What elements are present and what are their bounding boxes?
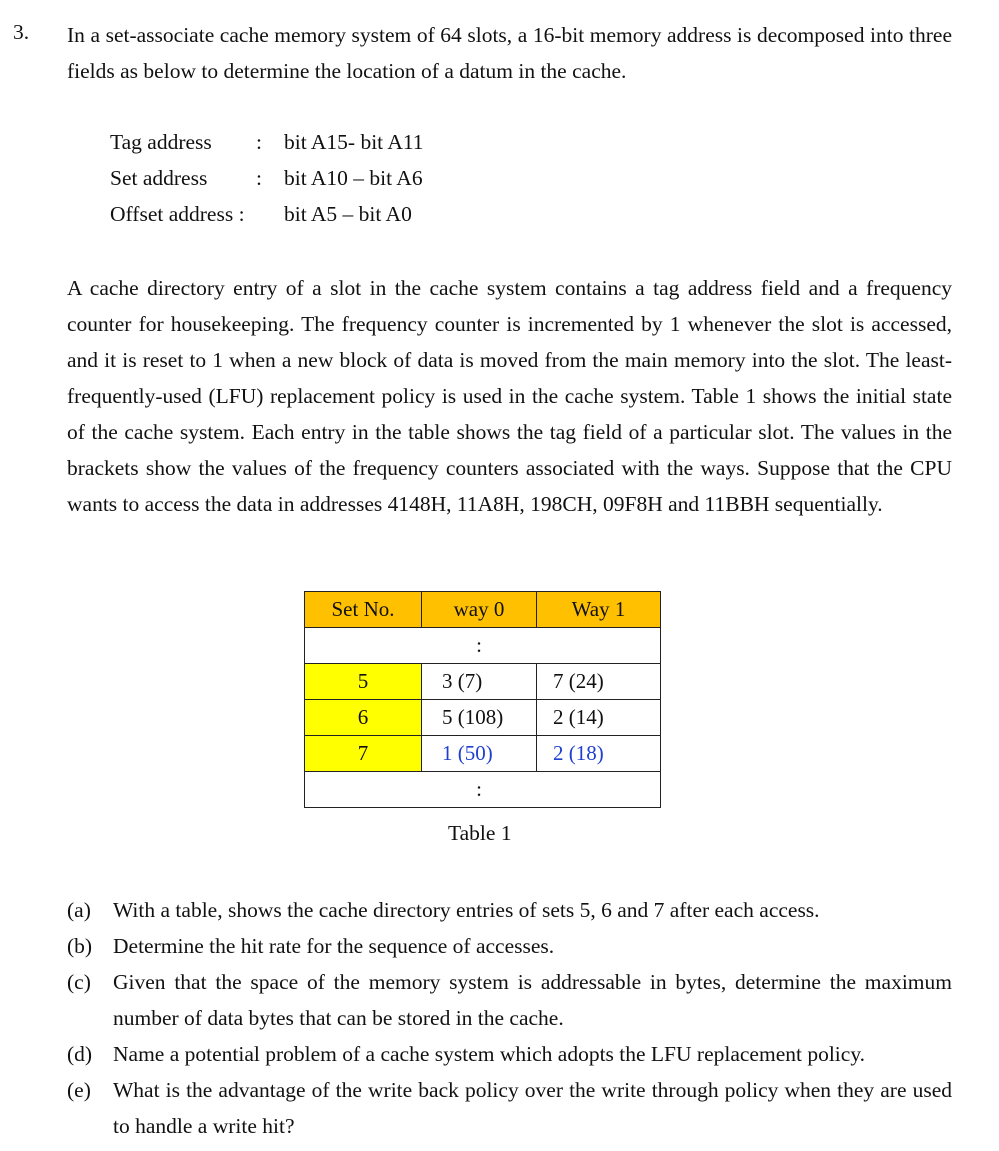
table-row [305, 736, 661, 772]
field-separator: : [256, 166, 262, 190]
field-bits: bit A5 – bit A0 [284, 202, 412, 226]
address-fields [110, 124, 424, 232]
table-caption: Table 1 [448, 821, 512, 845]
question-part-c [67, 964, 952, 1036]
field-row-set [110, 160, 424, 196]
question-part-a [67, 892, 952, 928]
table-row [305, 700, 661, 736]
way0-entry: 3 (7) [422, 664, 537, 700]
field-row-offset [110, 196, 424, 232]
question-part-b [67, 928, 952, 964]
field-bits: bit A15- bit A11 [284, 130, 424, 154]
cache-table [304, 591, 661, 808]
question-part-e [67, 1072, 952, 1144]
ellipsis: : [422, 628, 537, 664]
intro-paragraph: In a set-associate cache memory system of 64 slots, a 16-bit memory address is decomposed into three fields as below to determine the location of a datum in the cache. [67, 23, 952, 83]
set-number: 7 [305, 736, 422, 772]
table-row [305, 664, 661, 700]
field-name: Offset address : [110, 202, 245, 226]
part-label: (b) [67, 934, 93, 958]
field-name: Tag address [110, 130, 212, 154]
set-number: 5 [305, 664, 422, 700]
ellipsis: : [422, 772, 537, 808]
table-header-row [305, 592, 661, 628]
part-text: With a table, shows the cache directory entries of sets 5, 6 and 7 after each access. [113, 898, 820, 922]
table-ellipsis-row [305, 628, 661, 664]
header-way-1: Way 1 [537, 592, 661, 628]
part-label: (c) [67, 970, 91, 994]
field-separator: : [256, 130, 262, 154]
field-bits: bit A10 – bit A6 [284, 166, 423, 190]
set-number: 6 [305, 700, 422, 736]
field-name: Set address [110, 166, 208, 190]
way1-entry: 7 (24) [537, 664, 661, 700]
part-text: Given that the space of the memory system is addressable in bytes, determine the maximum number of data bytes that can be stored in the cache. [113, 970, 952, 1030]
table-ellipsis-row [305, 772, 661, 808]
way1-entry: 2 (14) [537, 700, 661, 736]
field-row-tag [110, 124, 424, 160]
part-text: Determine the hit rate for the sequence of accesses. [113, 934, 555, 958]
way0-entry: 5 (108) [422, 700, 537, 736]
part-text: Name a potential problem of a cache system which adopts the LFU replacement policy. [113, 1042, 866, 1066]
part-label: (d) [67, 1042, 93, 1066]
header-way-0: way 0 [422, 592, 537, 628]
description-paragraph: A cache directory entry of a slot in the cache system contains a tag address field and a frequency counter for housekeeping. The frequency counter is incremented by 1 whenever the slot is accessed, and it is reset to 1 when a new block of data is moved from the main memory into the slot. The least-frequently-used (LFU) replacement policy is used in the cache system. Table 1 shows the initial state of the cache system. Each entry in the table shows the tag field of a particular slot. The values in the brackets show the values of the frequency counters associated with the ways. Suppose that the CPU wants to access the data in addresses 4148H, 11A8H, 198CH, 09F8H and 11BBH sequentially. [67, 276, 952, 516]
question-part-d [67, 1036, 952, 1072]
question-parts [67, 892, 952, 1144]
header-set-no: Set No. [305, 592, 422, 628]
way0-entry: 1 (50) [422, 736, 537, 772]
part-label: (e) [67, 1078, 91, 1102]
way1-entry: 2 (18) [537, 736, 661, 772]
question-number: 3. [13, 20, 30, 44]
part-label: (a) [67, 898, 91, 922]
part-text: What is the advantage of the write back policy over the write through policy when they are used to handle a write hit? [113, 1078, 952, 1138]
